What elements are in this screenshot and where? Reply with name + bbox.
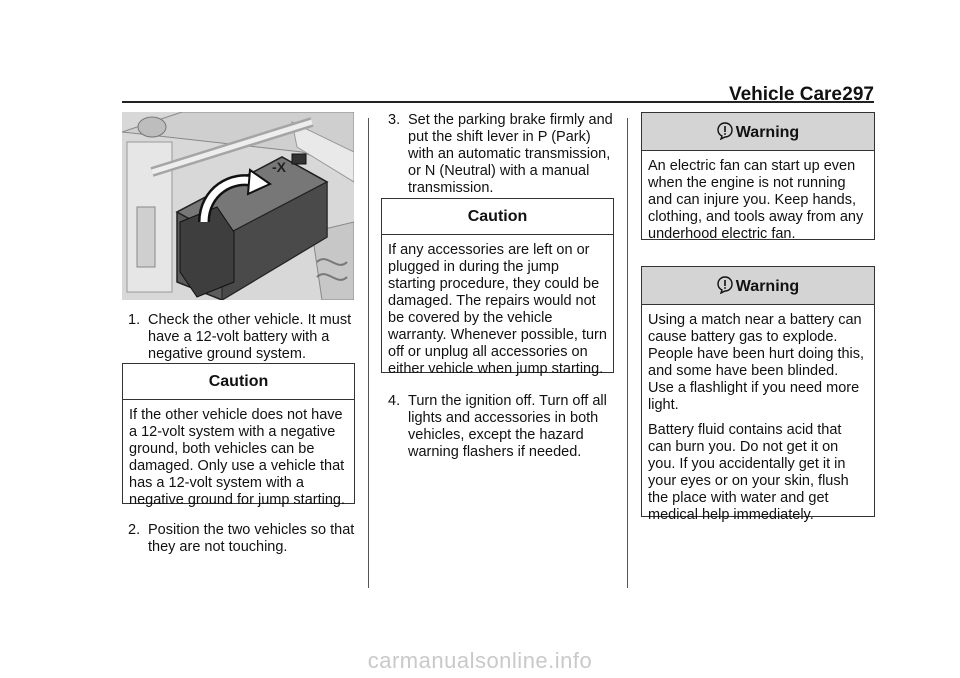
caution-box-1 bbox=[122, 363, 355, 508]
page-number: 297 bbox=[842, 84, 874, 105]
caution-box-2 bbox=[381, 198, 614, 377]
caution-heading: Caution bbox=[382, 199, 613, 235]
warning-body bbox=[642, 305, 874, 530]
battery-cover-illustration bbox=[122, 112, 354, 300]
step-text: Position the two vehicles so that they are not touching. bbox=[148, 522, 355, 555]
warning-paragraph-1: Using a match near a battery can cause battery gas to explode. People have been hurt doing this, and some have been blinded. Use a flashlight if you need more light. bbox=[648, 312, 865, 413]
warning-paragraph-2: Battery fluid contains acid that can burn you. Do not get it on you. If you accidentally get it in your eyes or on your skin, flush the place with water and get medical help immediately. bbox=[648, 422, 849, 523]
warning-heading-text: Warning bbox=[735, 278, 800, 295]
caution-text: If the other vehicle does not have a 12-volt system with a negative ground, both vehicles can be damaged. Only use a vehicle that has a 12-volt system with a negative ground for jump starting. bbox=[129, 407, 346, 508]
caution-heading: Caution bbox=[123, 364, 354, 400]
step-number: 1. bbox=[128, 312, 141, 328]
section-title: Vehicle Care bbox=[728, 84, 842, 105]
step-2 bbox=[128, 522, 356, 556]
svg-text:-X: -X bbox=[272, 159, 286, 175]
warning-icon bbox=[717, 122, 733, 140]
warning-heading-text: Warning bbox=[735, 124, 800, 141]
warning-heading bbox=[642, 267, 874, 305]
step-text: Turn the ignition off. Turn off all lights and accessories in both vehicles, except the hazard warning flashers if needed. bbox=[408, 393, 607, 460]
step-number: 4. bbox=[388, 393, 401, 409]
warning-box-2 bbox=[641, 266, 875, 523]
step-text: Set the parking brake firmly and put the shift lever in P (Park) with an automatic transmission, or N (Neutral) with a manual transmission. bbox=[408, 112, 613, 196]
step-4 bbox=[388, 393, 616, 461]
caution-text: If any accessories are left on or plugged in during the jump starting procedure, they could be damaged. The repairs would not be covered by the vehicle warranty. Whenever possible, turn off or unplug all accessories on either vehicle when jump starting. bbox=[388, 242, 607, 377]
warning-heading bbox=[642, 113, 874, 151]
battery-cover-removal-illustration bbox=[122, 112, 354, 300]
header-rule bbox=[122, 101, 874, 103]
warning-icon bbox=[717, 276, 733, 294]
warning-text: An electric fan can start up even when the engine is not running and can injure you. Keep hands, clothing, and tools away from any underhood electric fan. bbox=[648, 158, 864, 242]
step-3 bbox=[388, 112, 614, 197]
warning-box-1 bbox=[641, 112, 875, 240]
column-divider-2 bbox=[627, 118, 628, 588]
page-header bbox=[0, 80, 960, 110]
step-1 bbox=[128, 312, 356, 363]
step-text: Check the other vehicle. It must have a 12-volt battery with a negative ground system. bbox=[148, 312, 352, 362]
step-number: 2. bbox=[128, 522, 141, 538]
watermark: carmanualsonline.info bbox=[367, 648, 593, 673]
column-divider-1 bbox=[368, 118, 369, 588]
step-number: 3. bbox=[388, 112, 401, 128]
